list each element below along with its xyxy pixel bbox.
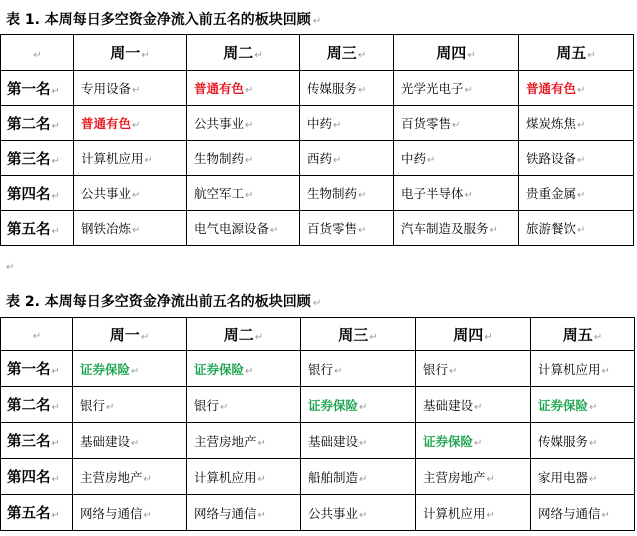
sector-cell: 银行↵ <box>187 387 301 423</box>
sector-cell: 普通有色↵ <box>187 71 300 106</box>
sector-name: 铁路设备 <box>526 151 577 166</box>
sector-name: 船舶制造 <box>308 469 359 485</box>
sector-name: 公共事业 <box>308 505 359 521</box>
sector-name: 传媒服务 <box>538 433 589 449</box>
table-row <box>1 387 635 423</box>
sector-cell: 铁路设备↵ <box>519 141 634 176</box>
sector-name: 电气电源设备 <box>194 221 270 236</box>
header-label: 周三 <box>326 44 357 62</box>
header-cell: 周二↵ <box>187 318 301 351</box>
sector-name: 普通有色 <box>526 81 577 96</box>
rank-label: 第四名 <box>7 186 51 203</box>
sector-name: 公共事业 <box>81 186 132 201</box>
sector-cell: 银行↵ <box>73 387 187 423</box>
header-label: 周二 <box>223 325 254 344</box>
sector-name: 家用电器 <box>538 469 589 485</box>
table-row <box>1 211 634 246</box>
sector-name: 网络与通信 <box>538 505 601 521</box>
sector-name: 专用设备 <box>81 81 132 96</box>
sector-name: 光学光电子 <box>401 81 464 96</box>
sector-name: 汽车制造及服务 <box>401 221 489 236</box>
sector-name: 生物制药 <box>194 151 245 166</box>
sector-name: 旅游餐饮 <box>526 221 577 236</box>
sector-cell: 西药↵ <box>300 141 394 176</box>
outflow-table <box>0 317 635 531</box>
rank-label: 第五名 <box>7 506 51 522</box>
sector-name: 银行 <box>308 361 334 377</box>
sector-cell: 证券保险↵ <box>187 351 301 387</box>
sector-name: 主营房地产 <box>423 469 486 485</box>
blank-paragraph-mark: ↵ <box>6 262 15 273</box>
sector-name: 计算机应用 <box>81 151 144 166</box>
sector-cell: 普通有色↵ <box>519 71 634 106</box>
header-label: 周二 <box>223 44 254 62</box>
table-row <box>1 71 634 106</box>
header-label: 周一 <box>110 44 141 62</box>
table-row <box>1 495 635 531</box>
rank-label: 第一名 <box>7 81 51 98</box>
table1-title: 表 1. 本周每日多空资金净流入前五名的板块回顾 ↵ <box>6 12 322 28</box>
header-label: 周一 <box>109 325 140 344</box>
sector-cell: 旅游餐饮↵ <box>519 211 634 246</box>
sector-cell: 网络与通信↵ <box>187 495 301 531</box>
rank-cell: 第五名↵ <box>1 495 73 531</box>
sector-name: 主营房地产 <box>80 469 143 485</box>
sector-cell: 传媒服务↵ <box>531 423 635 459</box>
sector-name: 百货零售 <box>401 116 452 131</box>
sector-cell: 公共事业↵ <box>301 495 416 531</box>
rank-cell: 第五名↵ <box>1 211 74 246</box>
header-corner-cell: ↵ <box>1 318 73 351</box>
table-row <box>1 141 634 176</box>
rank-label: 第三名 <box>7 434 51 450</box>
sector-cell: 百货零售↵ <box>394 106 519 141</box>
sector-name: 基础建设 <box>308 433 359 449</box>
sector-name: 计算机应用 <box>194 469 257 485</box>
rank-cell: 第三名↵ <box>1 141 74 176</box>
header-cell: 周四↵ <box>394 35 519 71</box>
sector-cell: 主营房地产↵ <box>187 423 301 459</box>
sector-cell: 专用设备↵ <box>74 71 187 106</box>
sector-cell: 船舶制造↵ <box>301 459 416 495</box>
sector-cell: 证券保险↵ <box>301 387 416 423</box>
sector-name: 基础建设 <box>423 397 474 413</box>
sector-name: 百货零售 <box>307 221 358 236</box>
rank-label: 第四名 <box>7 470 51 486</box>
header-cell: 周二↵ <box>187 35 300 71</box>
rank-label: 第五名 <box>7 221 51 238</box>
table-row <box>1 351 635 387</box>
sector-cell: 汽车制造及服务↵ <box>394 211 519 246</box>
sector-cell: 煤炭炼焦↵ <box>519 106 634 141</box>
sector-name: 证券保险 <box>80 361 131 377</box>
sector-cell: 基础建设↵ <box>416 387 531 423</box>
sector-cell: 计算机应用↵ <box>531 351 635 387</box>
sector-name: 公共事业 <box>194 116 245 131</box>
header-row <box>1 318 635 351</box>
sector-cell: 计算机应用↵ <box>416 495 531 531</box>
header-cell: 周四↵ <box>416 318 531 351</box>
sector-name: 西药 <box>307 151 333 166</box>
sector-name: 网络与通信 <box>80 505 143 521</box>
rank-label: 第一名 <box>7 362 51 378</box>
sector-cell: 银行↵ <box>416 351 531 387</box>
sector-cell: 光学光电子↵ <box>394 71 519 106</box>
sector-name: 普通有色 <box>81 116 132 131</box>
header-cell: 周一↵ <box>73 318 187 351</box>
sector-name: 主营房地产 <box>194 433 257 449</box>
header-cell: 周三↵ <box>301 318 416 351</box>
sector-name: 计算机应用 <box>423 505 486 521</box>
header-label: 周四 <box>453 325 484 344</box>
header-label: 周五 <box>556 44 587 62</box>
header-cell: 周一↵ <box>74 35 187 71</box>
sector-name: 证券保险 <box>423 433 474 449</box>
sector-cell: 主营房地产↵ <box>73 459 187 495</box>
sector-cell: 贵重金属↵ <box>519 176 634 211</box>
sector-cell: 证券保险↵ <box>416 423 531 459</box>
sector-cell: 基础建设↵ <box>301 423 416 459</box>
sector-name: 煤炭炼焦 <box>526 116 577 131</box>
sector-cell: 生物制药↵ <box>187 141 300 176</box>
header-cell: 周五↵ <box>531 318 635 351</box>
table-row <box>1 106 634 141</box>
sector-name: 计算机应用 <box>538 361 601 377</box>
rank-cell: 第一名↵ <box>1 351 73 387</box>
inflow-table <box>0 34 634 246</box>
sector-name: 银行 <box>423 361 449 377</box>
rank-cell: 第二名↵ <box>1 106 74 141</box>
rank-label: 第二名 <box>7 116 51 133</box>
sector-cell: 生物制药↵ <box>300 176 394 211</box>
table2-title: 表 2. 本周每日多空资金净流出前五名的板块回顾 ↵ <box>6 294 322 310</box>
header-corner-cell: ↵ <box>1 35 74 71</box>
sector-name: 电子半导体 <box>401 186 464 201</box>
rank-cell: 第三名↵ <box>1 423 73 459</box>
header-row <box>1 35 634 71</box>
sector-cell: 电气电源设备↵ <box>187 211 300 246</box>
rank-cell: 第二名↵ <box>1 387 73 423</box>
sector-name: 中药 <box>307 116 333 131</box>
table-row <box>1 423 635 459</box>
rank-cell: 第四名↵ <box>1 176 74 211</box>
sector-cell: 公共事业↵ <box>187 106 300 141</box>
sector-cell: 钢铁冶炼↵ <box>74 211 187 246</box>
sector-name: 传媒服务 <box>307 81 358 96</box>
sector-name: 普通有色 <box>194 81 245 96</box>
sector-cell: 银行↵ <box>301 351 416 387</box>
sector-cell: 证券保险↵ <box>73 351 187 387</box>
rank-label: 第三名 <box>7 151 51 168</box>
sector-cell: 网络与通信↵ <box>73 495 187 531</box>
sector-name: 中药 <box>401 151 427 166</box>
sector-cell: 计算机应用↵ <box>74 141 187 176</box>
sector-cell: 主营房地产↵ <box>416 459 531 495</box>
sector-name: 基础建设 <box>80 433 131 449</box>
sector-cell: 网络与通信↵ <box>531 495 635 531</box>
rank-cell: 第一名↵ <box>1 71 74 106</box>
sector-cell: 中药↵ <box>300 106 394 141</box>
table-row <box>1 459 635 495</box>
sector-name: 航空军工 <box>194 186 245 201</box>
sector-name: 银行 <box>194 397 220 413</box>
rank-label: 第二名 <box>7 398 51 414</box>
header-label: 周三 <box>338 325 369 344</box>
sector-cell: 基础建设↵ <box>73 423 187 459</box>
sector-cell: 传媒服务↵ <box>300 71 394 106</box>
sector-name: 钢铁冶炼 <box>81 221 132 236</box>
sector-cell: 百货零售↵ <box>300 211 394 246</box>
sector-cell: 计算机应用↵ <box>187 459 301 495</box>
sector-cell: 航空军工↵ <box>187 176 300 211</box>
sector-cell: 家用电器↵ <box>531 459 635 495</box>
sector-name: 证券保险 <box>308 397 359 413</box>
rank-cell: 第四名↵ <box>1 459 73 495</box>
sector-cell: 电子半导体↵ <box>394 176 519 211</box>
sector-cell: 中药↵ <box>394 141 519 176</box>
sector-name: 贵重金属 <box>526 186 577 201</box>
sector-name: 网络与通信 <box>194 505 257 521</box>
sector-name: 证券保险 <box>194 361 245 377</box>
header-label: 周四 <box>436 44 467 62</box>
table-row <box>1 176 634 211</box>
sector-cell: 证券保险↵ <box>531 387 635 423</box>
header-cell: 周三↵ <box>300 35 394 71</box>
sector-name: 银行 <box>80 397 106 413</box>
header-label: 周五 <box>562 325 593 344</box>
sector-name: 证券保险 <box>538 397 589 413</box>
sector-cell: 公共事业↵ <box>74 176 187 211</box>
header-cell: 周五↵ <box>519 35 634 71</box>
sector-name: 生物制药 <box>307 186 358 201</box>
sector-cell: 普通有色↵ <box>74 106 187 141</box>
